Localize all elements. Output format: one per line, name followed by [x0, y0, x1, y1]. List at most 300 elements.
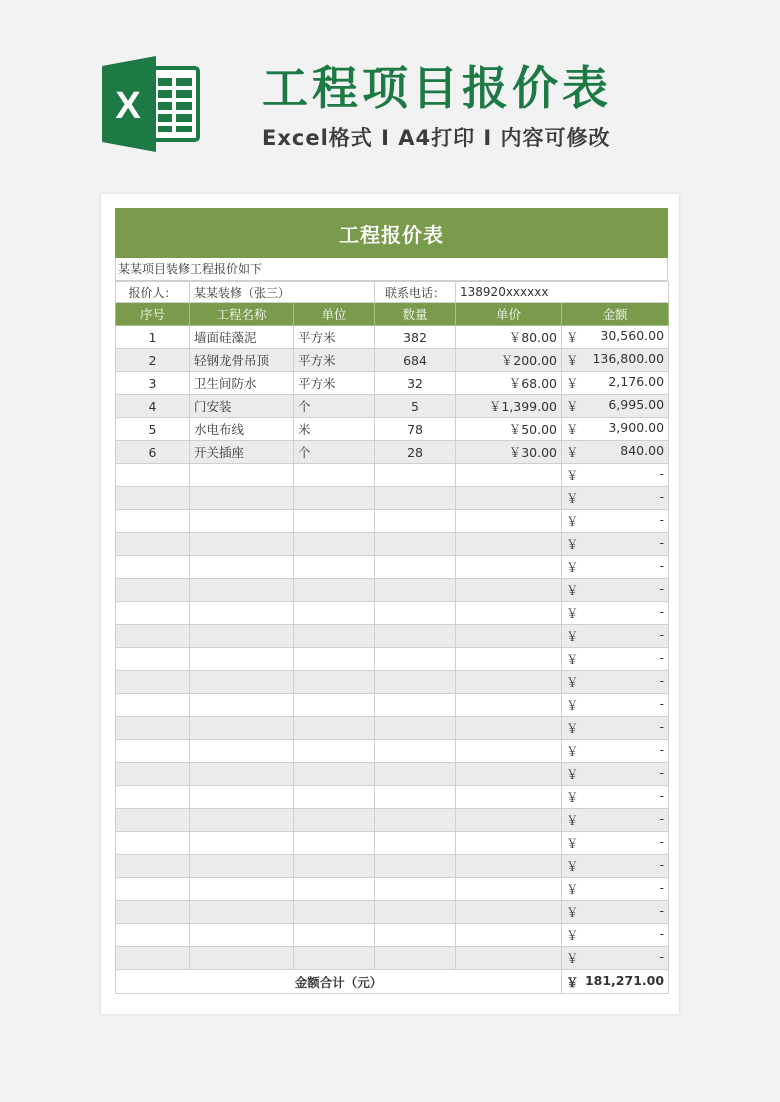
col-header-price[interactable]: 单价: [456, 303, 562, 326]
empty-row: [116, 625, 669, 648]
amount-wrap: [566, 604, 664, 622]
empty-cell[interactable]: [294, 694, 375, 717]
empty-cell[interactable]: [294, 487, 375, 510]
amount-wrap: [566, 719, 664, 737]
table-row: [116, 418, 669, 441]
amount-value: 136,800.00: [592, 351, 665, 366]
empty-cell[interactable]: [116, 487, 190, 510]
amount-value: -: [659, 650, 665, 665]
currency-symbol: ￥: [566, 790, 579, 805]
amount-value: -: [659, 742, 665, 757]
amount-value: -: [659, 880, 665, 895]
amount-value: -: [659, 903, 665, 918]
table-header-row: [116, 303, 669, 326]
item-unit[interactable]: 平方米: [294, 349, 375, 372]
amount-cell[interactable]: [562, 901, 669, 924]
amount-wrap: [566, 742, 664, 760]
item-qty[interactable]: 5: [375, 395, 456, 418]
empty-cell[interactable]: [294, 625, 375, 648]
currency-symbol: ￥: [566, 951, 579, 966]
empty-cell[interactable]: [294, 924, 375, 947]
amount-cell[interactable]: [562, 763, 669, 786]
empty-cell[interactable]: [375, 763, 456, 786]
item-unit[interactable]: 米: [294, 418, 375, 441]
quote-table: [115, 281, 669, 994]
empty-cell[interactable]: [375, 924, 456, 947]
empty-cell[interactable]: [190, 947, 294, 970]
empty-cell[interactable]: [116, 533, 190, 556]
empty-cell[interactable]: [375, 671, 456, 694]
empty-row: [116, 579, 669, 602]
empty-cell[interactable]: [456, 556, 562, 579]
amount-wrap: [566, 397, 664, 415]
empty-cell[interactable]: [456, 878, 562, 901]
empty-cell[interactable]: [375, 947, 456, 970]
empty-cell[interactable]: [190, 717, 294, 740]
amount-wrap: [566, 696, 664, 714]
empty-cell[interactable]: [190, 602, 294, 625]
currency-symbol: ￥: [566, 376, 579, 391]
currency-symbol: ￥: [566, 399, 579, 414]
amount-wrap: [566, 973, 664, 991]
empty-cell[interactable]: [116, 464, 190, 487]
row-number[interactable]: 1: [116, 326, 190, 349]
amount-cell[interactable]: [562, 855, 669, 878]
amount-cell[interactable]: [562, 349, 669, 372]
empty-cell[interactable]: [116, 809, 190, 832]
amount-cell[interactable]: [562, 694, 669, 717]
item-price[interactable]: ￥50.00: [456, 418, 562, 441]
empty-row: [116, 878, 669, 901]
amount-value: -: [659, 719, 665, 734]
amount-cell[interactable]: [562, 625, 669, 648]
table-row: [116, 349, 669, 372]
amount-wrap: [566, 765, 664, 783]
amount-value: -: [659, 696, 665, 711]
empty-cell[interactable]: [294, 464, 375, 487]
spreadsheet-page: [101, 194, 679, 1014]
item-name[interactable]: 开关插座: [190, 441, 294, 464]
amount-value: -: [659, 857, 665, 872]
empty-cell[interactable]: [294, 648, 375, 671]
item-price[interactable]: ￥68.00: [456, 372, 562, 395]
amount-wrap: [566, 351, 664, 369]
empty-cell[interactable]: [294, 901, 375, 924]
empty-row: [116, 901, 669, 924]
col-header-qty[interactable]: 数量: [375, 303, 456, 326]
empty-cell[interactable]: [116, 602, 190, 625]
empty-cell[interactable]: [375, 510, 456, 533]
sheet-title[interactable]: 工程报价表: [115, 208, 668, 258]
total-row: [116, 970, 669, 994]
amount-wrap: [566, 443, 664, 461]
amount-value: 181,271.00: [584, 972, 665, 988]
empty-cell[interactable]: [116, 625, 190, 648]
empty-row: [116, 464, 669, 487]
amount-value: -: [659, 466, 665, 481]
currency-symbol: ￥: [566, 905, 579, 920]
empty-cell[interactable]: [456, 855, 562, 878]
row-number[interactable]: 5: [116, 418, 190, 441]
empty-cell[interactable]: [294, 671, 375, 694]
empty-cell[interactable]: [190, 855, 294, 878]
empty-cell[interactable]: [456, 717, 562, 740]
currency-symbol: ￥: [566, 675, 579, 690]
empty-cell[interactable]: [456, 487, 562, 510]
empty-cell[interactable]: [456, 947, 562, 970]
row-number[interactable]: 4: [116, 395, 190, 418]
amount-wrap: [566, 558, 664, 576]
table-row: [116, 395, 669, 418]
empty-cell[interactable]: [190, 671, 294, 694]
empty-cell[interactable]: [375, 464, 456, 487]
currency-symbol: ￥: [566, 813, 579, 828]
amount-cell[interactable]: [562, 648, 669, 671]
empty-cell[interactable]: [294, 809, 375, 832]
empty-cell[interactable]: [116, 671, 190, 694]
amount-wrap: [566, 811, 664, 829]
empty-cell[interactable]: [190, 809, 294, 832]
row-number[interactable]: 6: [116, 441, 190, 464]
empty-cell[interactable]: [294, 602, 375, 625]
amount-value: -: [659, 926, 665, 941]
empty-cell[interactable]: [294, 947, 375, 970]
amount-value: -: [659, 489, 665, 504]
empty-cell[interactable]: [294, 878, 375, 901]
empty-cell[interactable]: [190, 763, 294, 786]
empty-cell[interactable]: [116, 740, 190, 763]
amount-value: -: [659, 765, 665, 780]
currency-symbol: ￥: [566, 652, 579, 667]
amount-cell[interactable]: [562, 372, 669, 395]
empty-cell[interactable]: [456, 763, 562, 786]
col-header-name[interactable]: 工程名称: [190, 303, 294, 326]
currency-symbol: ￥: [566, 767, 579, 782]
amount-wrap: [566, 788, 664, 806]
currency-symbol: ￥: [566, 583, 579, 598]
currency-symbol: ￥: [566, 353, 579, 368]
amount-cell[interactable]: [562, 487, 669, 510]
amount-value: -: [659, 558, 665, 573]
empty-cell[interactable]: [190, 786, 294, 809]
amount-cell[interactable]: [562, 809, 669, 832]
phone-label[interactable]: 联系电话：: [375, 282, 456, 303]
currency-symbol: ￥: [566, 491, 579, 506]
empty-cell[interactable]: [456, 786, 562, 809]
currency-symbol: ￥: [566, 537, 579, 552]
item-name[interactable]: 墙面硅藻泥: [190, 326, 294, 349]
empty-cell[interactable]: [456, 671, 562, 694]
amount-wrap: [566, 880, 664, 898]
empty-row: [116, 694, 669, 717]
empty-cell[interactable]: [294, 855, 375, 878]
empty-cell[interactable]: [375, 809, 456, 832]
amount-cell[interactable]: [562, 441, 669, 464]
amount-cell[interactable]: [562, 878, 669, 901]
empty-cell[interactable]: [190, 924, 294, 947]
empty-cell[interactable]: [456, 901, 562, 924]
empty-cell[interactable]: [375, 556, 456, 579]
row-number[interactable]: 2: [116, 349, 190, 372]
amount-wrap: [566, 374, 664, 392]
currency-symbol: ￥: [566, 928, 579, 943]
amount-wrap: [566, 512, 664, 530]
empty-cell[interactable]: [456, 832, 562, 855]
amount-cell[interactable]: [562, 464, 669, 487]
amount-wrap: [566, 489, 664, 507]
amount-wrap: [566, 673, 664, 691]
item-price[interactable]: ￥80.00: [456, 326, 562, 349]
amount-cell[interactable]: [562, 740, 669, 763]
amount-value: -: [659, 788, 665, 803]
currency-symbol: ￥: [566, 330, 579, 345]
amount-value: -: [659, 949, 665, 964]
sheet-intro[interactable]: 某某项目装修工程报价如下: [115, 258, 668, 281]
item-price[interactable]: ￥200.00: [456, 349, 562, 372]
item-qty[interactable]: 78: [375, 418, 456, 441]
amount-wrap: [566, 926, 664, 944]
amount-value: 3,900.00: [608, 420, 665, 435]
empty-cell[interactable]: [116, 556, 190, 579]
empty-cell[interactable]: [375, 533, 456, 556]
empty-cell[interactable]: [190, 648, 294, 671]
empty-cell[interactable]: [190, 694, 294, 717]
empty-cell[interactable]: [375, 740, 456, 763]
empty-cell[interactable]: [116, 947, 190, 970]
amount-wrap: [566, 834, 664, 852]
empty-cell[interactable]: [375, 717, 456, 740]
empty-cell[interactable]: [456, 694, 562, 717]
quote-sheet: [115, 208, 668, 994]
empty-cell[interactable]: [116, 510, 190, 533]
empty-cell[interactable]: [456, 648, 562, 671]
table-row: [116, 326, 669, 349]
item-price[interactable]: ￥1,399.00: [456, 395, 562, 418]
currency-symbol: ￥: [566, 974, 579, 990]
item-unit[interactable]: 平方米: [294, 326, 375, 349]
empty-cell[interactable]: [190, 487, 294, 510]
empty-cell[interactable]: [116, 694, 190, 717]
empty-row: [116, 556, 669, 579]
currency-symbol: ￥: [566, 468, 579, 483]
empty-cell[interactable]: [190, 740, 294, 763]
currency-symbol: ￥: [566, 422, 579, 437]
empty-cell[interactable]: [294, 832, 375, 855]
empty-cell[interactable]: [375, 579, 456, 602]
empty-cell[interactable]: [116, 579, 190, 602]
empty-row: [116, 510, 669, 533]
amount-value: 30,560.00: [600, 328, 665, 343]
item-name[interactable]: 门安装: [190, 395, 294, 418]
currency-symbol: ￥: [566, 514, 579, 529]
amount-value: 2,176.00: [608, 374, 665, 389]
currency-symbol: ￥: [566, 698, 579, 713]
amount-cell[interactable]: [562, 418, 669, 441]
item-unit[interactable]: 平方米: [294, 372, 375, 395]
empty-cell[interactable]: [190, 533, 294, 556]
empty-row: [116, 809, 669, 832]
item-qty[interactable]: 32: [375, 372, 456, 395]
empty-cell[interactable]: [190, 901, 294, 924]
excel-logo-icon: [102, 56, 202, 152]
empty-cell[interactable]: [456, 579, 562, 602]
svg-text:X: X: [115, 85, 141, 127]
empty-cell[interactable]: [294, 579, 375, 602]
empty-row: [116, 487, 669, 510]
empty-cell[interactable]: [190, 832, 294, 855]
empty-cell[interactable]: [190, 556, 294, 579]
item-qty[interactable]: 382: [375, 326, 456, 349]
amount-cell[interactable]: [562, 924, 669, 947]
amount-wrap: [566, 627, 664, 645]
col-header-no[interactable]: 序号: [116, 303, 190, 326]
amount-cell[interactable]: [562, 326, 669, 349]
amount-value: -: [659, 581, 665, 596]
amount-cell[interactable]: [562, 533, 669, 556]
empty-cell[interactable]: [294, 533, 375, 556]
amount-cell[interactable]: [562, 395, 669, 418]
amount-cell[interactable]: [562, 717, 669, 740]
empty-row: [116, 786, 669, 809]
empty-cell[interactable]: [456, 809, 562, 832]
empty-cell[interactable]: [116, 832, 190, 855]
amount-wrap: [566, 581, 664, 599]
empty-cell[interactable]: [375, 786, 456, 809]
empty-cell[interactable]: [116, 763, 190, 786]
empty-cell[interactable]: [116, 648, 190, 671]
empty-cell[interactable]: [190, 625, 294, 648]
amount-value: 6,995.00: [608, 397, 665, 412]
table-row: [116, 441, 669, 464]
empty-cell[interactable]: [375, 901, 456, 924]
item-name[interactable]: 轻钢龙骨吊顶: [190, 349, 294, 372]
page-title: 工程项目报价表: [262, 61, 612, 115]
amount-value: -: [659, 512, 665, 527]
empty-cell[interactable]: [190, 510, 294, 533]
item-name[interactable]: 卫生间防水: [190, 372, 294, 395]
page-subtitle: Excel格式 I A4打印 I 内容可修改: [262, 126, 611, 150]
info-row: [116, 282, 669, 303]
empty-row: [116, 717, 669, 740]
empty-cell[interactable]: [456, 740, 562, 763]
empty-row: [116, 763, 669, 786]
amount-cell[interactable]: [562, 671, 669, 694]
amount-wrap: [566, 420, 664, 438]
amount-value: -: [659, 627, 665, 642]
empty-row: [116, 855, 669, 878]
amount-wrap: [566, 650, 664, 668]
empty-row: [116, 602, 669, 625]
row-number[interactable]: 3: [116, 372, 190, 395]
item-unit[interactable]: 个: [294, 441, 375, 464]
amount-value: 840.00: [620, 443, 665, 458]
empty-cell[interactable]: [294, 556, 375, 579]
quoter-label[interactable]: 报价人：: [116, 282, 190, 303]
empty-cell[interactable]: [375, 855, 456, 878]
amount-cell[interactable]: [562, 947, 669, 970]
empty-row: [116, 671, 669, 694]
empty-cell[interactable]: [294, 763, 375, 786]
total-label[interactable]: 金额合计（元）: [116, 970, 562, 994]
empty-cell[interactable]: [456, 510, 562, 533]
currency-symbol: ￥: [566, 836, 579, 851]
col-header-amount[interactable]: 金额: [562, 303, 669, 326]
empty-cell[interactable]: [294, 717, 375, 740]
currency-symbol: ￥: [566, 859, 579, 874]
empty-cell[interactable]: [456, 602, 562, 625]
empty-row: [116, 740, 669, 763]
empty-cell[interactable]: [375, 648, 456, 671]
empty-row: [116, 947, 669, 970]
currency-symbol: ￥: [566, 744, 579, 759]
empty-cell[interactable]: [116, 878, 190, 901]
amount-cell[interactable]: [562, 579, 669, 602]
amount-value: -: [659, 604, 665, 619]
empty-cell[interactable]: [116, 717, 190, 740]
empty-cell[interactable]: [294, 510, 375, 533]
item-name[interactable]: 水电布线: [190, 418, 294, 441]
item-qty[interactable]: 684: [375, 349, 456, 372]
item-price[interactable]: ￥30.00: [456, 441, 562, 464]
empty-row: [116, 648, 669, 671]
empty-cell[interactable]: [116, 786, 190, 809]
amount-cell[interactable]: [562, 556, 669, 579]
amount-cell[interactable]: [562, 970, 669, 994]
empty-cell[interactable]: [456, 625, 562, 648]
amount-cell[interactable]: [562, 786, 669, 809]
amount-value: -: [659, 811, 665, 826]
empty-cell[interactable]: [190, 579, 294, 602]
item-unit[interactable]: 个: [294, 395, 375, 418]
empty-cell[interactable]: [190, 464, 294, 487]
empty-cell[interactable]: [375, 602, 456, 625]
empty-cell[interactable]: [116, 924, 190, 947]
amount-cell[interactable]: [562, 832, 669, 855]
table-row: [116, 372, 669, 395]
empty-cell[interactable]: [456, 464, 562, 487]
amount-wrap: [566, 535, 664, 553]
empty-row: [116, 924, 669, 947]
empty-cell[interactable]: [375, 832, 456, 855]
empty-cell[interactable]: [294, 786, 375, 809]
empty-cell[interactable]: [375, 878, 456, 901]
quoter-value[interactable]: 某某装修（张三）: [190, 282, 375, 303]
empty-cell[interactable]: [375, 487, 456, 510]
amount-value: -: [659, 834, 665, 849]
amount-wrap: [566, 857, 664, 875]
empty-row: [116, 533, 669, 556]
amount-wrap: [566, 903, 664, 921]
col-header-unit[interactable]: 单位: [294, 303, 375, 326]
amount-wrap: [566, 466, 664, 484]
empty-cell[interactable]: [116, 901, 190, 924]
amount-wrap: [566, 328, 664, 346]
amount-cell[interactable]: [562, 602, 669, 625]
empty-cell[interactable]: [294, 740, 375, 763]
empty-cell[interactable]: [456, 924, 562, 947]
empty-cell[interactable]: [456, 533, 562, 556]
empty-cell[interactable]: [375, 694, 456, 717]
empty-cell[interactable]: [375, 625, 456, 648]
amount-cell[interactable]: [562, 510, 669, 533]
currency-symbol: ￥: [566, 721, 579, 736]
empty-row: [116, 832, 669, 855]
empty-cell[interactable]: [116, 855, 190, 878]
phone-value[interactable]: 138920xxxxxx: [456, 282, 669, 303]
item-qty[interactable]: 28: [375, 441, 456, 464]
currency-symbol: ￥: [566, 445, 579, 460]
empty-cell[interactable]: [190, 878, 294, 901]
